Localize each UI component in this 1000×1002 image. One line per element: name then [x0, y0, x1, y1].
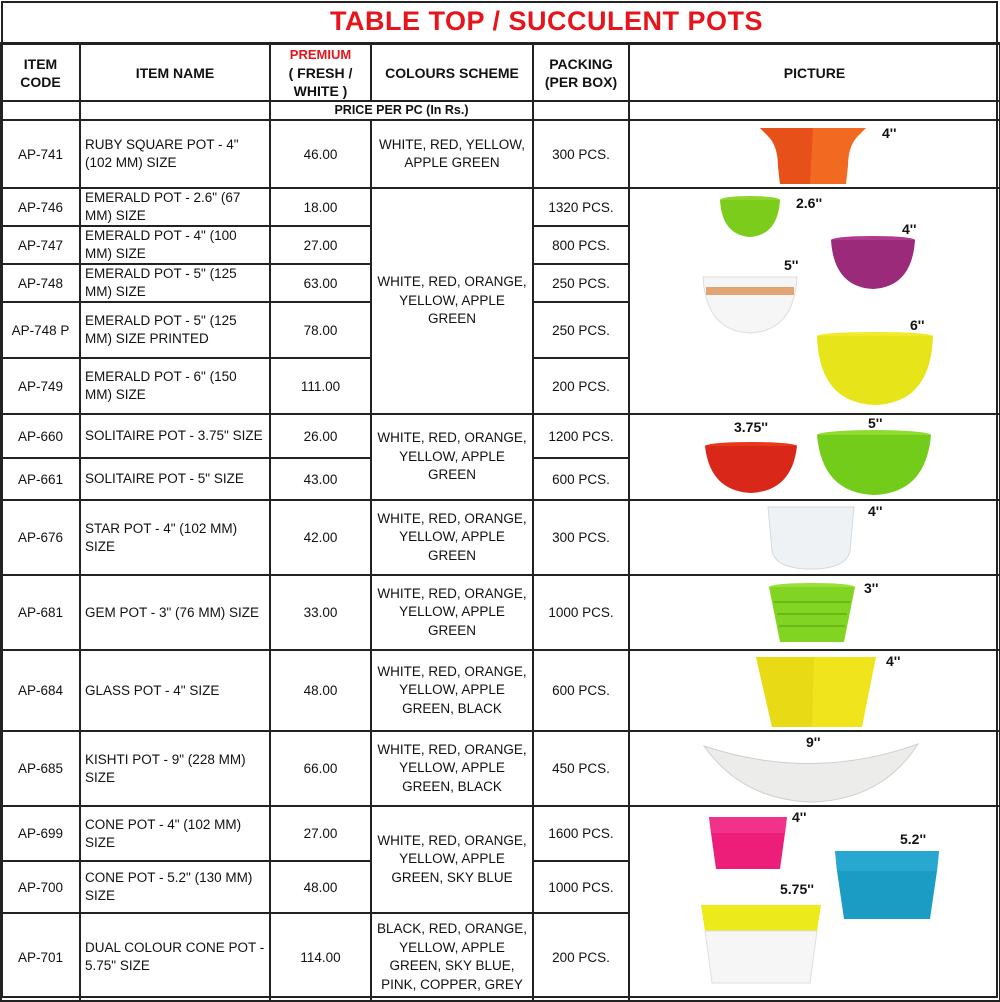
item-code: AP-741: [1, 120, 80, 188]
item-price: 78.00: [270, 302, 371, 358]
item-code: AP-747: [1, 226, 80, 264]
item-name: KISHTI POT - 9" (228 MM) SIZE: [80, 731, 270, 806]
item-price: 26.00: [270, 414, 371, 458]
price-table: [0, 43, 1000, 1002]
title-bar: [0, 0, 1000, 44]
item-packing: 250 PCS.: [533, 302, 629, 358]
item-code: AP-681: [1, 575, 80, 650]
size-label: 3.75'': [734, 419, 768, 435]
premium-sub-label: ( FRESH / WHITE ): [288, 64, 353, 99]
size-label: 4'': [868, 503, 883, 519]
glass-pot-image: [754, 655, 878, 729]
size-label: 4'': [886, 653, 901, 669]
item-packing: 800 PCS.: [533, 226, 629, 264]
ruby-square-pot-image: [758, 126, 868, 186]
item-colours: BLACK, RED, ORANGE, YELLOW, APPLE GREEN, SKY BLUE, PINK, COPPER, GREY: [371, 913, 533, 1001]
emerald-pot-2-6-image: [718, 195, 782, 239]
item-name: EMERALD POT - 5" (125 MM) SIZE: [80, 264, 270, 302]
item-name: CONE POT - 5.2" (130 MM) SIZE: [80, 861, 270, 913]
item-name: DUAL COLOUR CONE POT - 5.75" SIZE: [80, 913, 270, 1001]
header-item-name: ITEM NAME: [80, 44, 270, 101]
item-price: 27.00: [270, 806, 371, 861]
picture-kishti-pot: [629, 731, 1000, 806]
size-label: 3'': [864, 580, 879, 596]
dual-colour-cone-pot-image: [700, 903, 822, 985]
item-name: GEM POT - 3" (76 MM) SIZE: [80, 575, 270, 650]
picture-cone-pots: [629, 806, 1000, 1001]
table-row: [1, 650, 1000, 731]
item-name: EMERALD POT - 2.6" (67 MM) SIZE: [80, 188, 270, 226]
item-price: 42.00: [270, 500, 371, 575]
size-label: 9'': [806, 734, 821, 750]
star-pot-image: [766, 505, 856, 571]
item-packing: 600 PCS.: [533, 458, 629, 500]
header-premium: [270, 44, 371, 101]
item-colours: WHITE, RED, ORANGE, YELLOW, APPLE GREEN, BLACK: [371, 650, 533, 731]
item-price: 63.00: [270, 264, 371, 302]
header-picture: PICTURE: [629, 44, 1000, 101]
item-code: AP-685: [1, 731, 80, 806]
item-name: EMERALD POT - 4" (100 MM) SIZE: [80, 226, 270, 264]
gem-pot-image: [768, 582, 856, 644]
item-packing: 1200 PCS.: [533, 414, 629, 458]
item-packing: 250 PCS.: [533, 264, 629, 302]
item-price: 27.00: [270, 226, 371, 264]
header-row: [1, 44, 1000, 101]
item-code: AP-748 P: [1, 302, 80, 358]
item-packing: 200 PCS.: [533, 358, 629, 414]
emerald-pot-4-image: [830, 235, 916, 291]
item-packing: 450 PCS.: [533, 731, 629, 806]
item-price: 43.00: [270, 458, 371, 500]
item-price: 66.00: [270, 731, 371, 806]
item-packing: 300 PCS.: [533, 120, 629, 188]
table-row: [1, 188, 1000, 226]
size-label: 4'': [902, 221, 917, 237]
item-code: AP-748: [1, 264, 80, 302]
item-name: EMERALD POT - 6" (150 MM) SIZE: [80, 358, 270, 414]
item-packing: 1600 PCS.: [533, 806, 629, 861]
item-name: GLASS POT - 4" SIZE: [80, 650, 270, 731]
premium-label: PREMIUM: [289, 46, 352, 62]
item-price: 18.00: [270, 188, 371, 226]
item-name: EMERALD POT - 5" (125 MM) SIZE PRINTED: [80, 302, 270, 358]
header-colours: COLOURS SCHEME: [371, 44, 533, 101]
header-item-code: ITEM CODE: [1, 44, 80, 101]
picture-ruby-pot: [629, 120, 1000, 188]
price-note-row: [1, 101, 1000, 120]
item-price: 46.00: [270, 120, 371, 188]
item-name: CONE POT - 4" (102 MM) SIZE: [80, 806, 270, 861]
item-packing: 300 PCS.: [533, 500, 629, 575]
size-label: 5'': [868, 415, 883, 431]
item-colours: WHITE, RED, ORANGE, YELLOW, APPLE GREEN: [371, 414, 533, 500]
item-name: SOLITAIRE POT - 5" SIZE: [80, 458, 270, 500]
item-price: 33.00: [270, 575, 371, 650]
table-row: [1, 806, 1000, 861]
item-colours: WHITE, RED, ORANGE, YELLOW, APPLE GREEN: [371, 575, 533, 650]
size-label: 5.2'': [900, 831, 927, 847]
table-row: [1, 120, 1000, 188]
item-price: 48.00: [270, 861, 371, 913]
picture-solitaire-pots: [629, 414, 1000, 500]
size-label: 5.75'': [780, 881, 814, 897]
item-packing: 1320 PCS.: [533, 188, 629, 226]
item-code: AP-661: [1, 458, 80, 500]
size-label: 2.6'': [796, 195, 823, 211]
item-colours: WHITE, RED, ORANGE, YELLOW, APPLE GREEN: [371, 500, 533, 575]
picture-glass-pot: [629, 650, 1000, 731]
item-colours: WHITE, RED, ORANGE, YELLOW, APPLE GREEN, SKY BLUE: [371, 806, 533, 913]
table-row: [1, 731, 1000, 806]
table-row: [1, 414, 1000, 458]
page-title: TABLE TOP / SUCCULENT POTS: [330, 6, 764, 36]
item-packing: 200 PCS.: [533, 913, 629, 1001]
cone-pot-5-2-image: [834, 849, 940, 921]
item-packing: 1000 PCS.: [533, 575, 629, 650]
item-code: AP-700: [1, 861, 80, 913]
size-label: 4'': [792, 809, 807, 825]
item-code: AP-684: [1, 650, 80, 731]
emerald-pot-6-image: [815, 331, 935, 407]
item-packing: 1000 PCS.: [533, 861, 629, 913]
table-row: [1, 500, 1000, 575]
item-price: 48.00: [270, 650, 371, 731]
item-code: AP-699: [1, 806, 80, 861]
item-colours: WHITE, RED, YELLOW, APPLE GREEN: [371, 120, 533, 188]
item-code: AP-676: [1, 500, 80, 575]
item-name: SOLITAIRE POT - 3.75" SIZE: [80, 414, 270, 458]
item-code: AP-749: [1, 358, 80, 414]
solitaire-pot-3-75-image: [704, 441, 798, 495]
item-colours: WHITE, RED, ORANGE, YELLOW, APPLE GREEN: [371, 188, 533, 414]
item-code: AP-746: [1, 188, 80, 226]
item-name: STAR POT - 4" (102 MM) SIZE: [80, 500, 270, 575]
table-row: [1, 575, 1000, 650]
item-name: RUBY SQUARE POT - 4" (102 MM) SIZE: [80, 120, 270, 188]
size-label: 6'': [910, 317, 925, 333]
picture-emerald-pots: [629, 188, 1000, 414]
item-price: 111.00: [270, 358, 371, 414]
item-code: AP-660: [1, 414, 80, 458]
picture-star-pot: [629, 500, 1000, 575]
kishti-pot-image: [702, 742, 920, 804]
price-note: PRICE PER PC (In Rs.): [270, 101, 533, 120]
item-price: 114.00: [270, 913, 371, 1001]
cone-pot-4-image: [708, 815, 788, 871]
picture-gem-pot: [629, 575, 1000, 650]
header-packing: PACKING (PER BOX): [533, 44, 629, 101]
item-packing: 600 PCS.: [533, 650, 629, 731]
solitaire-pot-5-image: [816, 429, 932, 497]
item-code: AP-701: [1, 913, 80, 1001]
emerald-pot-5-printed-image: [702, 275, 798, 335]
item-colours: WHITE, RED, ORANGE, YELLOW, APPLE GREEN, BLACK: [371, 731, 533, 806]
size-label: 4'': [882, 125, 897, 141]
size-label: 5'': [784, 257, 799, 273]
